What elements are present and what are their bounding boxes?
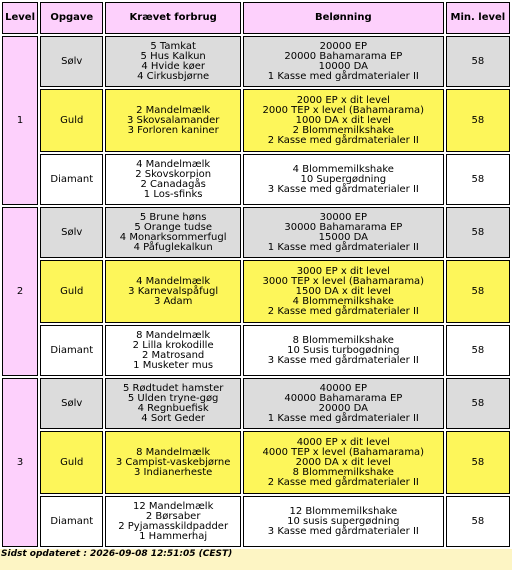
required-item: 3 Karnevalspåfugl	[128, 285, 219, 297]
required-item: 1 Los-sfinks	[143, 188, 203, 200]
required-item: 3 Forloren kaniner	[127, 124, 219, 136]
task-cell: Guld	[40, 431, 103, 494]
required-item: 3 Adam	[153, 295, 193, 307]
task-cell: Guld	[40, 89, 103, 152]
required-item: 12 Mandelmælk	[132, 500, 214, 512]
required-item: 4 Mandelmælk	[136, 158, 211, 170]
reward-item: 12 Blommemilkshake	[289, 505, 398, 517]
reward-item: 1 Kasse med gårdmaterialer II	[267, 70, 419, 82]
table-row	[2, 207, 510, 258]
required-item: 2 Matrosand	[142, 349, 205, 361]
required-item: 4 Sort Geder	[141, 412, 206, 424]
required-item: 3 Campist-vaskebjørne	[115, 456, 231, 468]
reward-cell	[243, 325, 444, 376]
required-item: 4 Hvide køer	[141, 60, 205, 72]
reward-cell	[243, 378, 444, 429]
reward-item: 30000 Bahamarama EP	[284, 221, 403, 233]
reward-item: 3000 EP x dit level	[296, 265, 390, 277]
reward-item: 1500 DA x dit level	[295, 285, 391, 297]
header-row	[2, 2, 510, 34]
required-item: 2 Lilla krokodille	[132, 339, 214, 351]
required-cell	[105, 207, 241, 258]
min-level-cell: 58	[446, 496, 510, 547]
reward-item: 10 Supergødning	[300, 173, 387, 185]
reward-item: 1 Kasse med gårdmaterialer II	[267, 412, 419, 424]
min-level-cell: 58	[446, 325, 510, 376]
required-item: 4 Cirkusbjørne	[137, 70, 210, 82]
required-cell	[105, 431, 241, 494]
reward-cell	[243, 89, 444, 152]
reward-cell	[243, 207, 444, 258]
reward-item: 40000 Bahamarama EP	[284, 392, 403, 404]
reward-item: 4000 TEP x level (Bahamarama)	[262, 446, 425, 458]
reward-item: 3000 TEP x level (Bahamarama)	[262, 275, 425, 287]
reward-item: 3 Kasse med gårdmaterialer II	[267, 183, 419, 195]
reward-item: 8 Blommemilkshake	[292, 334, 394, 346]
required-item: 1 Hammerhaj	[139, 530, 208, 542]
table-row	[2, 36, 510, 87]
required-cell	[105, 496, 241, 547]
reward-item: 1000 DA x dit level	[295, 114, 391, 126]
reward-item: 4 Blommemilkshake	[292, 163, 394, 175]
reward-item: 10000 DA	[318, 60, 368, 72]
reward-item: 2000 EP x dit level	[296, 94, 390, 106]
reward-item: 30000 EP	[319, 211, 367, 223]
level-cell: 2	[2, 207, 38, 376]
table-row	[2, 260, 510, 323]
required-item: 5 Brune høns	[139, 211, 207, 223]
reward-item: 2000 DA x dit level	[295, 456, 391, 468]
level-cell: 3	[2, 378, 38, 547]
reward-item: 1 Kasse med gårdmaterialer II	[267, 241, 419, 253]
reward-item: 4000 EP x dit level	[296, 436, 390, 448]
required-cell	[105, 378, 241, 429]
required-item: 5 Rødtudet hamster	[122, 382, 224, 394]
required-item: 4 Mandelmælk	[136, 275, 211, 287]
reward-item: 2 Kasse med gårdmaterialer II	[267, 476, 419, 488]
required-item: 2 Pyjamasskildpadder	[118, 520, 229, 532]
task-cell: Guld	[40, 260, 103, 323]
required-item: 2 Canadagås	[140, 178, 206, 190]
reward-item: 20000 DA	[318, 402, 368, 414]
required-item: 5 Orange tudse	[134, 221, 212, 233]
reward-item: 2 Kasse med gårdmaterialer II	[267, 305, 419, 317]
header-min-level: Min. level	[446, 2, 510, 34]
reward-item: 40000 EP	[319, 382, 367, 394]
required-item: 5 Hus Kalkun	[140, 50, 206, 62]
table-row	[2, 154, 510, 205]
required-item: 2 Børsaber	[145, 510, 201, 522]
header-reward: Belønning	[243, 2, 444, 34]
reward-item: 2 Blommemilkshake	[292, 124, 394, 136]
required-item: 4 Regnbuefisk	[137, 402, 209, 414]
min-level-cell: 58	[446, 378, 510, 429]
header-task: Opgave	[40, 2, 103, 34]
table-row	[2, 431, 510, 494]
reward-item: 20000 Bahamarama EP	[284, 50, 403, 62]
table-body	[2, 36, 510, 547]
reward-item: 2000 TEP x level (Bahamarama)	[262, 104, 425, 116]
header-required: Krævet forbrug	[105, 2, 241, 34]
required-item: 4 Monarksommerfugl	[119, 231, 227, 243]
reward-item: 20000 EP	[319, 40, 367, 52]
reward-item: 4 Blommemilkshake	[292, 295, 394, 307]
required-item: 2 Mandelmælk	[136, 104, 211, 116]
reward-cell	[243, 431, 444, 494]
task-cell: Sølv	[40, 36, 103, 87]
min-level-cell: 58	[446, 154, 510, 205]
reward-cell	[243, 260, 444, 323]
min-level-cell: 58	[446, 207, 510, 258]
task-cell: Diamant	[40, 325, 103, 376]
table-row	[2, 89, 510, 152]
level-cell: 1	[2, 36, 38, 205]
required-item: 5 Tamkat	[150, 40, 196, 52]
required-item: 4 Påfuglekalkun	[133, 241, 213, 253]
reward-item: 15000 DA	[318, 231, 368, 243]
reward-item: 2 Kasse med gårdmaterialer II	[267, 134, 419, 146]
required-item: 8 Mandelmælk	[136, 446, 211, 458]
required-item: 3 Skovsalamander	[126, 114, 220, 126]
required-item: 8 Mandelmælk	[136, 329, 211, 341]
task-cell: Diamant	[40, 496, 103, 547]
required-cell	[105, 36, 241, 87]
reward-item: 8 Blommemilkshake	[292, 466, 394, 478]
required-cell	[105, 154, 241, 205]
header-level: Level	[2, 2, 38, 34]
required-item: 5 Ulden tryne-gøg	[127, 392, 219, 404]
reward-cell	[243, 154, 444, 205]
reward-cell	[243, 36, 444, 87]
reward-item: 10 Susis turbogødning	[287, 344, 400, 356]
required-cell	[105, 325, 241, 376]
required-cell	[105, 260, 241, 323]
required-item: 2 Skovskorpion	[135, 168, 212, 180]
required-cell	[105, 89, 241, 152]
reward-item: 3 Kasse med gårdmaterialer II	[267, 525, 419, 537]
last-updated: Sidst opdateret : 2026-09-08 12:51:05 (CEST)	[1, 549, 233, 559]
table-row	[2, 496, 510, 547]
reward-cell	[243, 496, 444, 547]
reward-item: 3 Kasse med gårdmaterialer II	[267, 354, 419, 366]
min-level-cell: 58	[446, 260, 510, 323]
reward-item: 10 susis supergødning	[287, 515, 400, 527]
min-level-cell: 58	[446, 89, 510, 152]
task-cell: Diamant	[40, 154, 103, 205]
table-row	[2, 378, 510, 429]
min-level-cell: 58	[446, 431, 510, 494]
min-level-cell: 58	[446, 36, 510, 87]
task-cell: Sølv	[40, 378, 103, 429]
required-item: 1 Musketer mus	[133, 359, 214, 371]
required-item: 3 Indianerheste	[134, 466, 213, 478]
task-cell: Sølv	[40, 207, 103, 258]
table-row	[2, 325, 510, 376]
